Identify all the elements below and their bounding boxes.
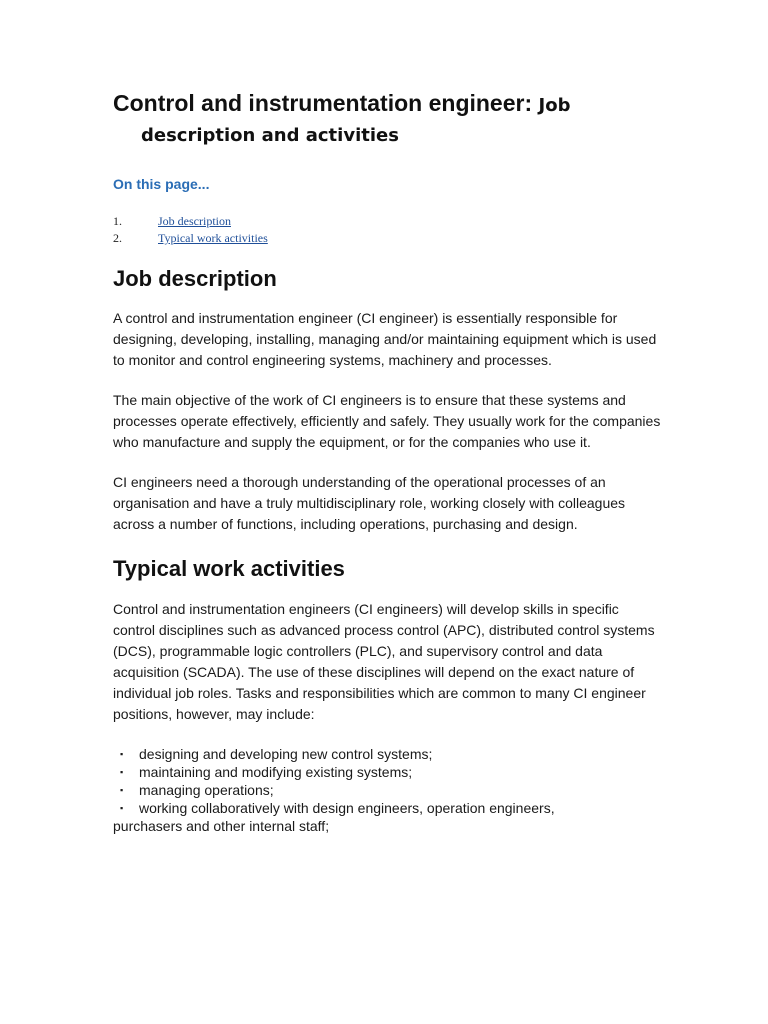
bullet-icon: ▪	[120, 767, 124, 777]
list-item	[113, 745, 663, 763]
list-item-text: designing and developing new control systems;	[139, 746, 433, 762]
document-page	[113, 88, 663, 835]
toc-link-job-description[interactable]: Job description	[158, 214, 231, 228]
toc-heading: On this page...	[113, 176, 210, 192]
toc-link-typical-work-activities[interactable]: Typical work activities	[158, 231, 268, 245]
toc-item-number: 2.	[113, 231, 122, 245]
bullet-icon: ▪	[120, 803, 124, 813]
toc-item-number: 1.	[113, 214, 122, 228]
list-item	[113, 781, 663, 799]
toc-item	[113, 230, 663, 247]
table-of-contents	[113, 213, 663, 247]
list-item	[113, 763, 663, 781]
activities-list	[113, 745, 663, 835]
list-item	[113, 799, 663, 817]
paragraph: Control and instrumentation engineers (CI engineers) will develop skills in specific control disciplines such as advanced process control (APC), distributed control systems (DCS), programmable logic controllers (PLC), and supervisory control and data acquisition (SCADA). The use of these disciplines will depend on the exact nature of individual job roles. Tasks and responsibilities which are common to many CI engineer positions, however, may include:	[113, 601, 655, 722]
page-title-main: Control and instrumentation engineer:	[113, 90, 539, 116]
bullet-icon: ▪	[120, 785, 124, 795]
list-item-text: managing operations;	[139, 782, 274, 798]
section-heading-typical-work-activities: Typical work activities	[113, 556, 345, 581]
section-heading-job-description: Job description	[113, 266, 277, 291]
page-title	[113, 88, 663, 148]
list-item-text: purchasers and other internal staff;	[113, 818, 330, 834]
list-item-text: working collaboratively with design engineers, operation engineers,	[139, 800, 555, 816]
paragraph: CI engineers need a thorough understanding of the operational processes of an organisation and have a truly multidisciplinary role, working closely with colleagues across a number of functions, including operations, purchasing and design.	[113, 474, 626, 532]
list-item-text: maintaining and modifying existing systems;	[139, 764, 413, 780]
list-item-continuation	[113, 817, 663, 835]
bullet-icon: ▪	[120, 749, 124, 759]
paragraph: A control and instrumentation engineer (CI engineer) is essentially responsible for designing, developing, installing, managing and/or maintaining equipment which is used to monitor and control engineering systems, machinery and processes.	[113, 310, 657, 368]
page-title-rest: Job description and activities	[141, 95, 571, 146]
paragraph: The main objective of the work of CI engineers is to ensure that these systems and processes operate effectively, efficiently and safely. They usually work for the companies who manufacture and supply the equipment, or for the companies who use it.	[113, 392, 661, 450]
toc-item	[113, 213, 663, 230]
